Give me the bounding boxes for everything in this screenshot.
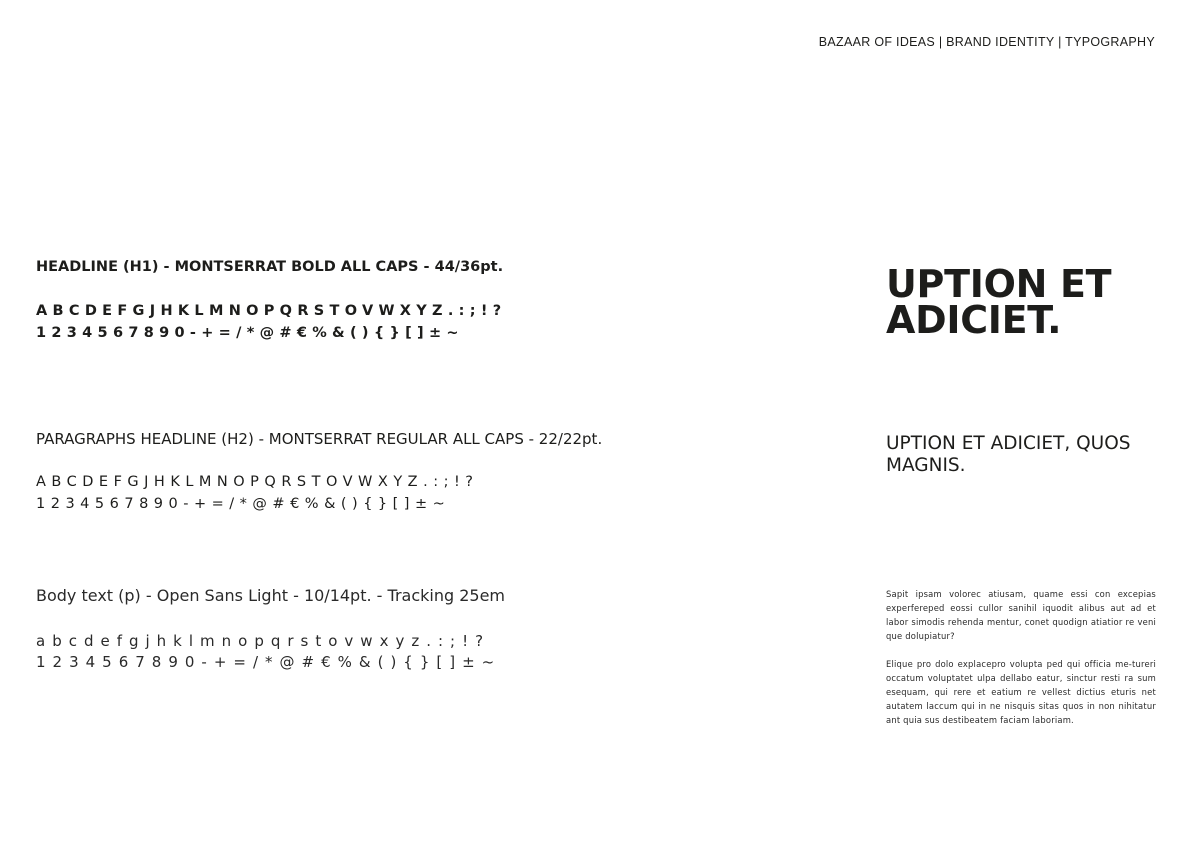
sample-body-paragraph-2: Elique pro dolo explacepro volupta ped qui officia me-tureri occatum voluptatet ulpa dellabo eatur, sinctur resti ra sum esequam, qui rere et eatium re vellest dictius eturis net autatem laccum qui in ne nisquis sitas quos in non nihitatur ant quia sus destibeatem faciam laboriam. [886,659,1156,725]
h2-spec-title: PARAGRAPHS HEADLINE (H2) - MONTSERRAT REGULAR ALL CAPS - 22/22pt. [36,430,603,448]
h1-numbers-row: 1234567890-+=/*@#€%&(){}[]±~ [36,325,464,341]
body-letters-row: abcdefgjhklmnopqrstovwxyz.:;!? [36,632,491,650]
h1-letters-row: ABCDEFGJHKLMNOPQRSTOVWXYZ.:;!? [36,303,507,319]
body-numbers-row: 1234567890-+=/*@#€%&(){}[]±~ [36,653,502,671]
h2-numbers-row: 1234567890-+=/*@#€%&(){}[]±~ [36,496,451,512]
h1-spec-title: HEADLINE (H1) - MONTSERRAT BOLD ALL CAPS - 44/36pt. [36,259,504,275]
body-spec-title: Body text (p) - Open Sans Light - 10/14pt. - Tracking 25em [36,586,505,605]
page-header: BAZAAR OF IDEAS | BRAND IDENTITY | TYPOGRAPHY [818,35,1155,49]
h2-letters-row: ABCDEFGJHKLMNOPQRSTOVWXYZ.:;!? [36,474,479,490]
sample-h1-headline: UPTION ET ADICIET. [886,262,1112,342]
sample-body-paragraph-1: Sapit ipsam volorec atiusam, quame essi con excepias experfereped eossi cullor sanihil iquodit alibus aut ad et labor simodis rehenda mentur, conet quodign atiatior re veni que dolupiatur? [886,589,1156,641]
sample-body-text [886,587,1156,741]
sample-h2-headline: UPTION ET ADICIET, QUOS MAGNIS. [886,433,1131,476]
